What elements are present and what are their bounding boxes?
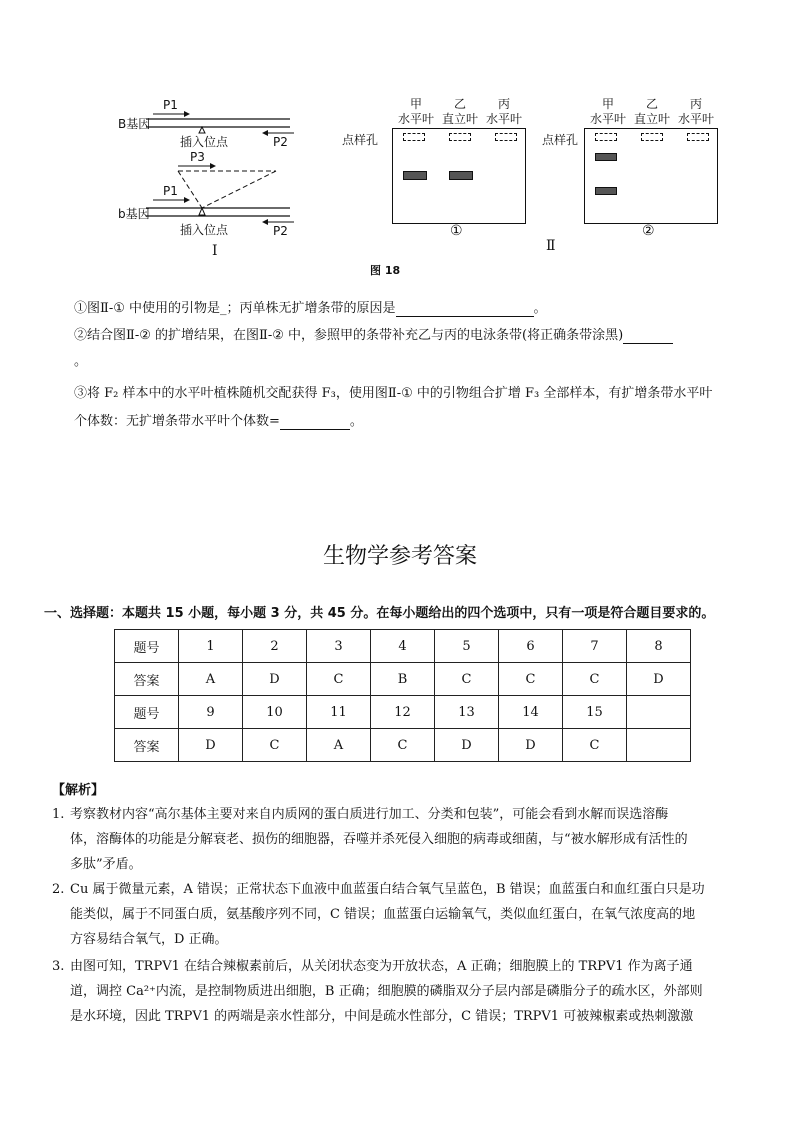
table-cell: C <box>371 729 435 762</box>
gel1-well-label: 点样孔 <box>342 133 379 147</box>
panel-1-roman: I <box>212 243 218 259</box>
primer-p1-top: P1 <box>163 98 178 112</box>
gel2-well-label: 点样孔 <box>542 133 579 147</box>
gel1-col1-top: 甲 <box>409 97 422 111</box>
answer-blank-3[interactable] <box>280 414 350 430</box>
gel-1-group <box>340 95 530 245</box>
section-heading: 一、选择题：本题共 15 小题，每小题 3 分，共 45 分。在每小题给出的四个选项中，只有一项是符合题目要求的。 <box>44 606 715 621</box>
analysis-item-1 <box>52 802 767 877</box>
table-cell: D <box>499 729 563 762</box>
table-cell: 8 <box>627 630 691 663</box>
figure-caption: 图 18 <box>370 264 401 277</box>
table-cell: D <box>627 663 691 696</box>
answer-table <box>114 629 691 762</box>
gel2-col1-top: 甲 <box>601 97 614 111</box>
table-cell: D <box>243 663 307 696</box>
table-cell: 3 <box>307 630 371 663</box>
table-cell: D <box>435 729 499 762</box>
table-row <box>115 729 691 762</box>
table-cell: C <box>499 663 563 696</box>
item-line: 能类似，属于不同蛋白质，氨基酸序列不同，C 错误；血蓝蛋白运输氧气，类似血红蛋白，在氧气浓度高的地 <box>70 907 696 922</box>
table-cell <box>627 729 691 762</box>
table-cell: C <box>563 729 627 762</box>
table-cell: A <box>307 729 371 762</box>
gel-1-box <box>392 128 526 224</box>
panel-2-roman: Ⅱ <box>546 238 556 254</box>
gel2-well-2 <box>641 133 663 141</box>
question-3-end: 。 <box>349 414 363 429</box>
answer-blank-1[interactable] <box>396 301 534 317</box>
gel2-col3-top: 丙 <box>689 97 702 111</box>
table-cell: C <box>243 729 307 762</box>
table-cell: 6 <box>499 630 563 663</box>
analysis-label: 【解析】 <box>52 783 105 798</box>
answer-blank-2[interactable] <box>623 328 673 344</box>
question-1-end: 。 <box>533 301 547 316</box>
table-cell: 7 <box>563 630 627 663</box>
gel-1-number: ① <box>450 223 463 239</box>
question-2-text: ②结合图Ⅱ-② 的扩增结果，在图Ⅱ-② 中，参照甲的条带补充乙与丙的电泳条带(将正确条带涂黑) <box>74 328 624 343</box>
table-cell: 2 <box>243 630 307 663</box>
table-cell: 5 <box>435 630 499 663</box>
insert-site-top: 插入位点 <box>180 135 229 149</box>
gel1-col3-sub: 水平叶 <box>485 112 522 126</box>
primer-p2-bottom: P2 <box>273 224 288 238</box>
item-line: 体，溶酶体的功能是分解衰老、损伤的细胞器，吞噬并杀死侵入细胞的病毒或细菌，与“被水解形成有活性的 <box>70 832 688 847</box>
gel1-well-3 <box>495 133 517 141</box>
gel1-col2-sub: 直立叶 <box>441 112 478 126</box>
table-cell: 14 <box>499 696 563 729</box>
table-row <box>115 630 691 663</box>
analysis-item-3 <box>52 954 767 1029</box>
question-3-line-1: ③将 F₂ 样本中的水平叶植株随机交配获得 F₃，使用图Ⅱ-① 中的引物组合扩增 F₃ 全部样本，有扩增条带水平叶 <box>74 386 713 401</box>
table-cell <box>627 696 691 729</box>
primer-p1-bottom: P1 <box>163 184 178 198</box>
primer-p3: P3 <box>190 150 205 164</box>
gel2-col2-top: 乙 <box>645 97 658 111</box>
table-cell: B <box>371 663 435 696</box>
question-1 <box>74 297 547 317</box>
table-cell: A <box>179 663 243 696</box>
gel-2-number: ② <box>642 223 655 239</box>
item-line: 道，调控 Ca²⁺内流，是控制物质进出细胞，B 正确；细胞膜的磷脂双分子层内部是磷脂分子的疏水区，外部则 <box>70 984 703 999</box>
gel2-col3-sub: 水平叶 <box>677 112 714 126</box>
gel1-well-1 <box>403 133 425 141</box>
question-3-line-2 <box>74 410 363 430</box>
table-cell: 答案 <box>115 663 179 696</box>
item-line: 是水环境，因此 TRPV1 的两端是亲水性部分，中间是疏水性部分，C 错误；TRPV1 可被辣椒素或热刺激激 <box>70 1009 694 1024</box>
item-number: 3. <box>52 959 65 974</box>
table-cell: 4 <box>371 630 435 663</box>
item-line: 方容易结合氧气，D 正确。 <box>70 932 228 947</box>
gel2-band-jia-lower <box>595 187 617 195</box>
question-2 <box>74 324 673 344</box>
table-cell: 1 <box>179 630 243 663</box>
gel2-band-jia-upper <box>595 153 617 161</box>
gel2-well-1 <box>595 133 617 141</box>
analysis-item-2 <box>52 877 767 952</box>
table-cell: 12 <box>371 696 435 729</box>
item-line: 考察教材内容“高尔基体主要对来自内质网的蛋白质进行加工、分类和包装”，可能会看到水解而误选溶酶 <box>70 807 669 822</box>
table-cell: 9 <box>179 696 243 729</box>
label-B-gene: B基因 <box>118 117 151 131</box>
table-cell: 13 <box>435 696 499 729</box>
table-cell: 15 <box>563 696 627 729</box>
item-number: 1. <box>52 807 65 822</box>
label-b-gene: b基因 <box>118 207 150 221</box>
insert-site-bottom: 插入位点 <box>180 223 229 237</box>
figure-panel-1 <box>118 95 298 265</box>
gel2-well-3 <box>687 133 709 141</box>
gel1-band-yi <box>449 171 473 180</box>
table-cell: 答案 <box>115 729 179 762</box>
gel1-band-jia <box>403 171 427 180</box>
answer-title: 生物学参考答案 <box>322 544 477 569</box>
primer-p2-top: P2 <box>273 135 288 149</box>
gel2-col1-sub: 水平叶 <box>589 112 626 126</box>
gel-2-box <box>584 128 718 224</box>
item-line: 由图可知，TRPV1 在结合辣椒素前后，从关闭状态变为开放状态，A 正确；细胞膜上的 TRPV1 作为离子通 <box>70 959 693 974</box>
table-row <box>115 663 691 696</box>
item-number: 2. <box>52 882 65 897</box>
gel1-col3-top: 丙 <box>497 97 510 111</box>
gel-2-group <box>538 95 728 245</box>
table-cell: 题号 <box>115 630 179 663</box>
gel2-col2-sub: 直立叶 <box>633 112 670 126</box>
table-cell: C <box>435 663 499 696</box>
item-line: Cu 属于微量元素，A 错误；正常状态下血液中血蓝蛋白结合氧气呈蓝色，B 错误；血蓝蛋白和血红蛋白只是功 <box>70 882 705 897</box>
gel1-col1-sub: 水平叶 <box>397 112 434 126</box>
table-cell: C <box>307 663 371 696</box>
gel1-well-2 <box>449 133 471 141</box>
table-cell: 11 <box>307 696 371 729</box>
table-cell: 题号 <box>115 696 179 729</box>
table-cell: 10 <box>243 696 307 729</box>
question-1-text: ①图Ⅱ-① 中使用的引物是_；丙单株无扩增条带的原因是 <box>74 301 396 316</box>
question-2-end: 。 <box>74 354 88 369</box>
table-row <box>115 696 691 729</box>
item-line: 多肽”矛盾。 <box>70 857 142 872</box>
gel1-col2-top: 乙 <box>453 97 466 111</box>
table-cell: C <box>563 663 627 696</box>
question-3-text: 个体数：无扩增条带水平叶个体数= <box>74 414 280 429</box>
table-cell: D <box>179 729 243 762</box>
